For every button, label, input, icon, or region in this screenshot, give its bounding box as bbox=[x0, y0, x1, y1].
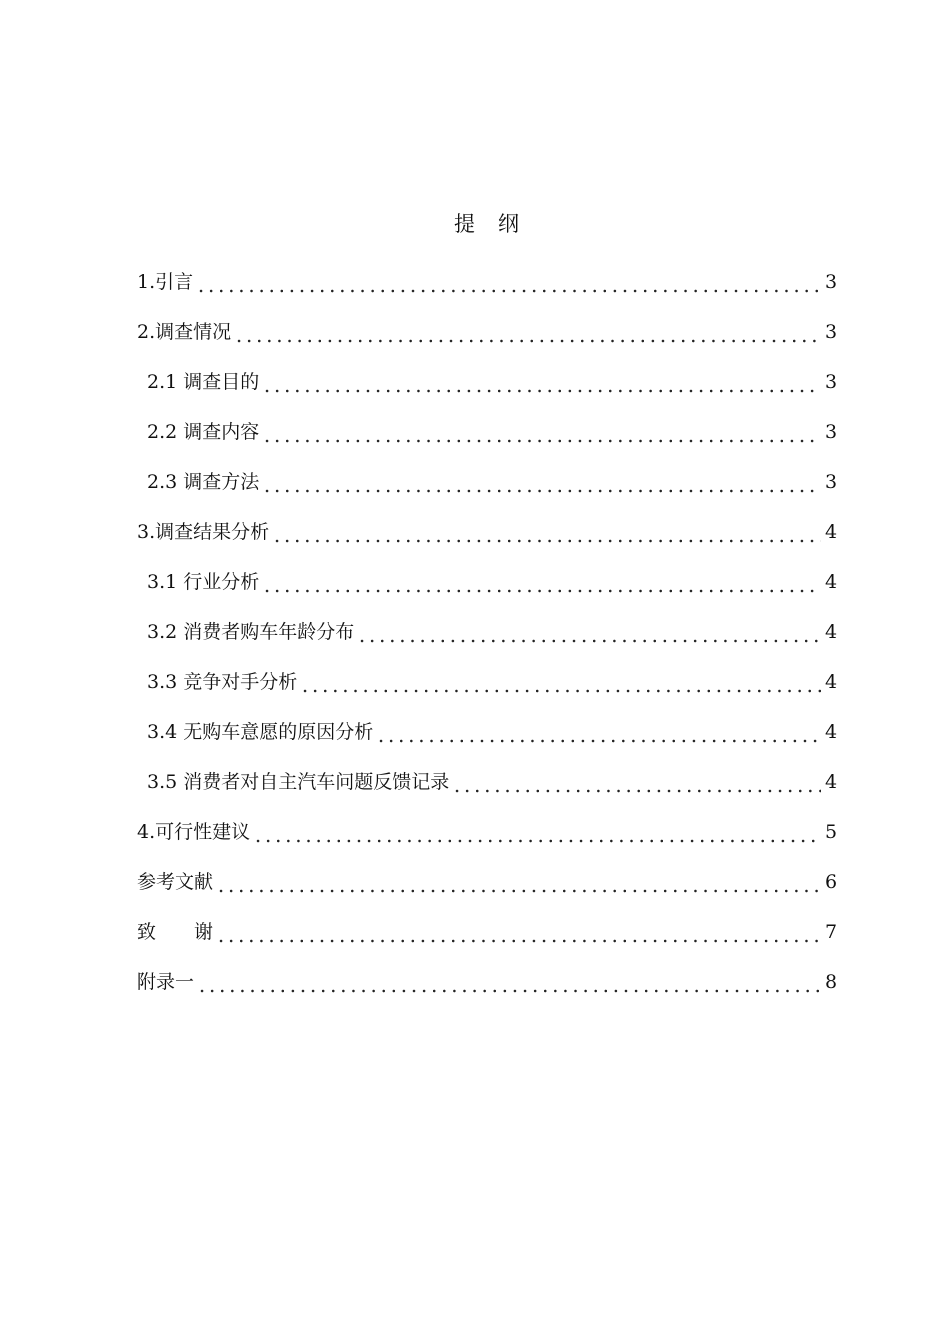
toc-page-number: 3 bbox=[825, 471, 838, 493]
toc-page-number: 4 bbox=[825, 621, 838, 643]
toc-page-number: 4 bbox=[825, 771, 838, 793]
toc-entry-label: 致 谢 bbox=[137, 921, 214, 943]
toc-dot-leader bbox=[234, 320, 821, 344]
toc-page-number: 8 bbox=[825, 971, 838, 993]
toc-entry bbox=[137, 707, 837, 757]
toc-entry-label: 参考文献 bbox=[137, 871, 214, 893]
toc-page-number: 5 bbox=[825, 821, 838, 843]
toc-entry bbox=[137, 357, 837, 407]
toc-entry bbox=[137, 957, 837, 1007]
toc-entry-label: 2.2 调查内容 bbox=[147, 421, 260, 443]
toc-entry-label: 3.3 竞争对手分析 bbox=[147, 671, 298, 693]
toc-dot-leader bbox=[216, 870, 821, 894]
toc-entry bbox=[137, 507, 837, 557]
toc-entry bbox=[137, 307, 837, 357]
toc-page-number: 4 bbox=[825, 671, 838, 693]
toc-page-number: 3 bbox=[825, 271, 838, 293]
toc-entry-label: 3.5 消费者对自主汽车问题反馈记录 bbox=[147, 771, 450, 793]
toc-page-number: 4 bbox=[825, 521, 838, 543]
toc-entry bbox=[137, 557, 837, 607]
toc-page-number: 7 bbox=[825, 921, 838, 943]
toc-entry-label: 1.引言 bbox=[137, 271, 194, 293]
toc-entry-label: 3.1 行业分析 bbox=[147, 571, 260, 593]
toc-entry-label: 2.3 调查方法 bbox=[147, 471, 260, 493]
table-of-contents bbox=[137, 257, 837, 1007]
toc-entry-label: 2.1 调查目的 bbox=[147, 371, 260, 393]
toc-page-number: 3 bbox=[825, 371, 838, 393]
toc-page-number: 3 bbox=[825, 321, 838, 343]
toc-entry-label: 4.可行性建议 bbox=[137, 821, 251, 843]
toc-dot-leader bbox=[253, 820, 821, 844]
toc-page-number: 3 bbox=[825, 421, 838, 443]
toc-dot-leader bbox=[300, 670, 821, 694]
toc-dot-leader bbox=[262, 570, 821, 594]
toc-dot-leader bbox=[216, 920, 821, 944]
toc-dot-leader bbox=[262, 470, 821, 494]
toc-entry bbox=[137, 407, 837, 457]
toc-dot-leader bbox=[272, 520, 821, 544]
toc-entry-label: 附录一 bbox=[137, 971, 195, 993]
toc-entry-label: 3.4 无购车意愿的原因分析 bbox=[147, 721, 374, 743]
toc-page-number: 4 bbox=[825, 571, 838, 593]
toc-dot-leader bbox=[262, 370, 821, 394]
toc-entry bbox=[137, 857, 837, 907]
toc-entry bbox=[137, 457, 837, 507]
toc-entry bbox=[137, 657, 837, 707]
toc-entry bbox=[137, 907, 837, 957]
toc-page-number: 4 bbox=[825, 721, 838, 743]
toc-entry-label: 2.调查情况 bbox=[137, 321, 232, 343]
toc-dot-leader bbox=[452, 770, 821, 794]
toc-dot-leader bbox=[196, 270, 821, 294]
toc-entry bbox=[137, 257, 837, 307]
toc-dot-leader bbox=[376, 720, 821, 744]
toc-entry bbox=[137, 807, 837, 857]
toc-entry-label: 3.2 消费者购车年龄分布 bbox=[147, 621, 355, 643]
toc-dot-leader bbox=[357, 620, 821, 644]
toc-entry bbox=[137, 757, 837, 807]
toc-dot-leader bbox=[197, 970, 821, 994]
toc-entry-label: 3.调查结果分析 bbox=[137, 521, 270, 543]
toc-dot-leader bbox=[262, 420, 821, 444]
toc-entry bbox=[137, 607, 837, 657]
toc-title: 提 纲 bbox=[454, 212, 520, 236]
toc-page-number: 6 bbox=[825, 871, 838, 893]
